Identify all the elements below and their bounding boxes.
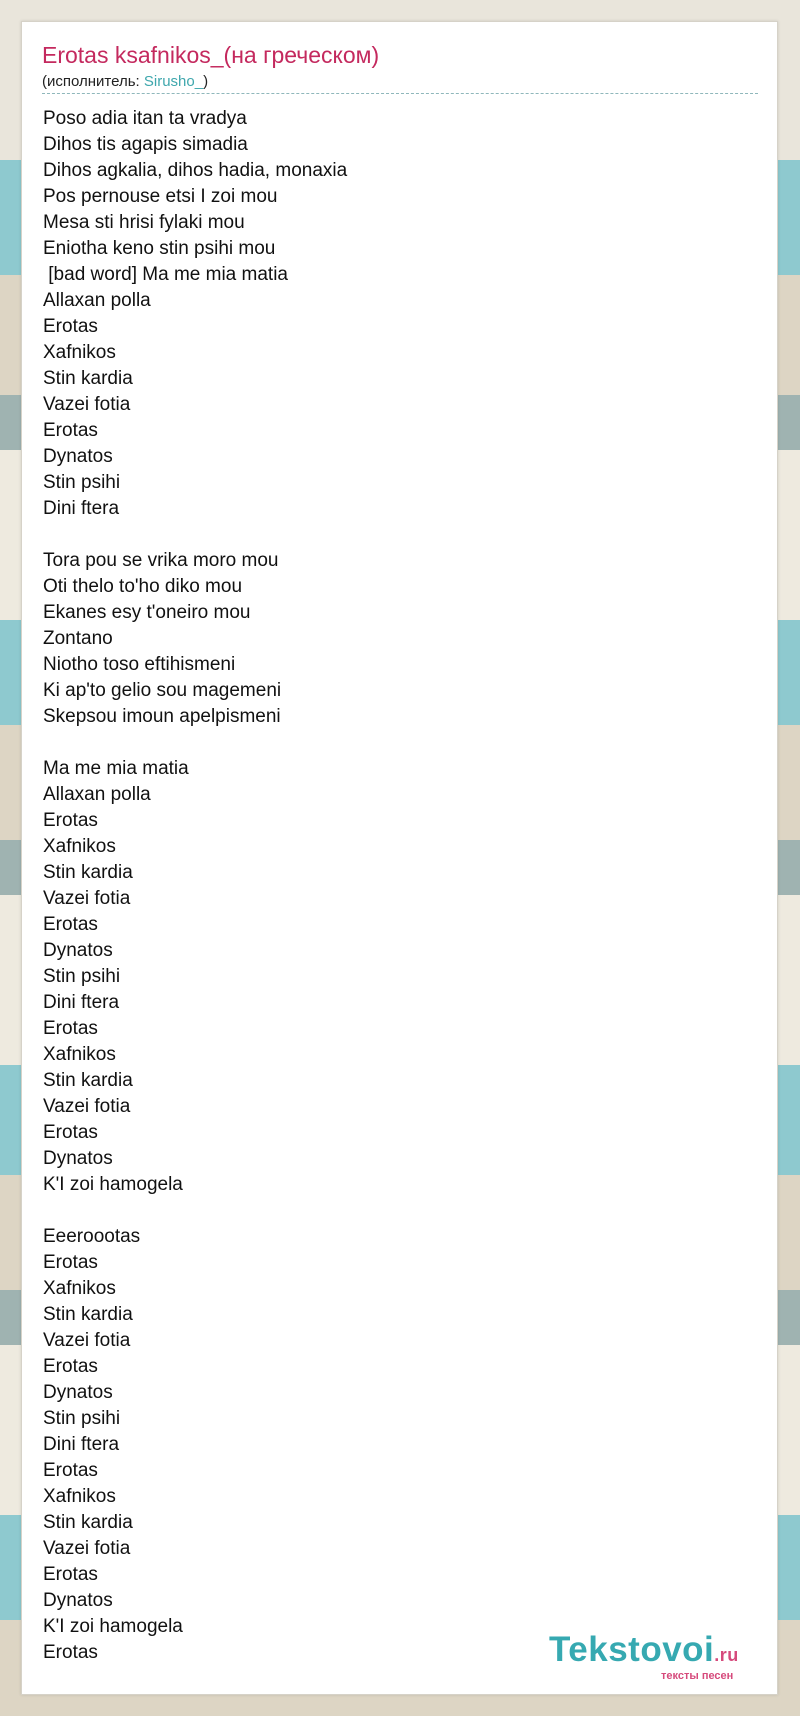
lyric-line: Dynatos: [43, 1590, 113, 1611]
lyric-line: Dynatos: [43, 940, 113, 961]
lyric-line: Vazei fotia: [43, 394, 131, 415]
site-logo[interactable]: [549, 1630, 769, 1690]
lyric-line: Dynatos: [43, 1148, 113, 1169]
lyric-line: Stin kardia: [43, 1304, 133, 1325]
lyric-line: Eeeroootas: [43, 1226, 141, 1247]
lyric-line: Erotas: [43, 1460, 98, 1481]
lyric-line: Dihos tis agapis simadia: [43, 134, 248, 155]
artist-line: [42, 73, 208, 90]
lyric-line: [43, 1198, 743, 1224]
lyric-line: Stin kardia: [43, 862, 133, 883]
lyric-line: Dini ftera: [43, 1434, 120, 1455]
logo-tld: .ru: [714, 1645, 739, 1665]
lyric-line: Tora pou se vrika moro mou: [43, 550, 279, 571]
lyric-line: Vazei fotia: [43, 1330, 131, 1351]
lyric-line: Xafnikos: [43, 1486, 116, 1507]
lyric-line: Pos pernouse etsi I zoi mou: [43, 186, 278, 207]
lyrics-card: [21, 21, 778, 1695]
lyric-line: Stin kardia: [43, 1070, 133, 1091]
lyric-line: Erotas: [43, 1252, 98, 1273]
logo-wordmark: [549, 1630, 739, 1670]
lyric-line: Ki ap'to gelio sou magemeni: [43, 680, 282, 701]
artist-suffix: ): [203, 73, 209, 90]
lyric-line: Stin psihi: [43, 966, 121, 987]
lyric-line: Poso adia itan ta vradya: [43, 108, 247, 129]
lyric-line: Niotho toso eftihismeni: [43, 654, 236, 675]
lyric-line: Erotas: [43, 810, 98, 831]
lyric-line: Skepsou imoun apelpismeni: [43, 706, 281, 727]
artist-link[interactable]: Sirusho_: [143, 73, 204, 90]
lyric-line: Mesa sti hrisi fylaki mou: [43, 212, 245, 233]
lyric-line: Stin psihi: [43, 472, 121, 493]
lyric-line: Zontano: [43, 628, 113, 649]
lyric-line: K'I zoi hamogela: [43, 1616, 183, 1637]
title-divider: [42, 93, 758, 94]
lyric-line: Erotas: [43, 1122, 98, 1143]
lyrics-text: [43, 106, 743, 1666]
lyric-line: Vazei fotia: [43, 1538, 131, 1559]
lyric-line: Vazei fotia: [43, 1096, 131, 1117]
lyric-line: Ma me mia matia: [43, 758, 189, 779]
logo-tagline: тексты песен: [661, 1670, 734, 1682]
lyric-line: Xafnikos: [43, 342, 116, 363]
lyric-line: [bad word] Ma me mia matia: [43, 264, 288, 285]
lyric-line: Eniotha keno stin psihi mou: [43, 238, 276, 259]
lyric-line: Vazei fotia: [43, 888, 131, 909]
logo-name: Tekstovoi: [549, 1630, 715, 1669]
lyric-line: Erotas: [43, 316, 98, 337]
lyric-line: Dini ftera: [43, 498, 120, 519]
lyric-line: Erotas: [43, 1356, 98, 1377]
lyric-line: Xafnikos: [43, 1044, 116, 1065]
lyric-line: Oti thelo to'ho diko mou: [43, 576, 243, 597]
lyric-line: K'I zoi hamogela: [43, 1174, 183, 1195]
lyric-line: Erotas: [43, 1018, 98, 1039]
lyric-line: Stin psihi: [43, 1408, 121, 1429]
lyric-line: Dynatos: [43, 446, 113, 467]
lyric-line: Erotas: [43, 420, 98, 441]
lyric-line: [43, 522, 743, 548]
lyric-line: Erotas: [43, 1564, 98, 1585]
lyric-line: [43, 730, 743, 756]
lyric-line: Dynatos: [43, 1382, 113, 1403]
lyric-line: Stin kardia: [43, 368, 133, 389]
lyric-line: Erotas: [43, 914, 98, 935]
lyric-line: Dihos agkalia, dihos hadia, monaxia: [43, 160, 348, 181]
lyric-line: Allaxan polla: [43, 290, 151, 311]
lyric-line: Ekanes esy t'oneiro mou: [43, 602, 251, 623]
lyric-line: Xafnikos: [43, 836, 116, 857]
lyric-line: Allaxan polla: [43, 784, 151, 805]
lyric-line: Dini ftera: [43, 992, 120, 1013]
artist-prefix: (исполнитель:: [42, 73, 144, 90]
lyric-line: Erotas: [43, 1642, 98, 1663]
lyric-line: Xafnikos: [43, 1278, 116, 1299]
lyric-line: Stin kardia: [43, 1512, 133, 1533]
song-title: Erotas ksafnikos_(на греческом): [42, 42, 380, 68]
